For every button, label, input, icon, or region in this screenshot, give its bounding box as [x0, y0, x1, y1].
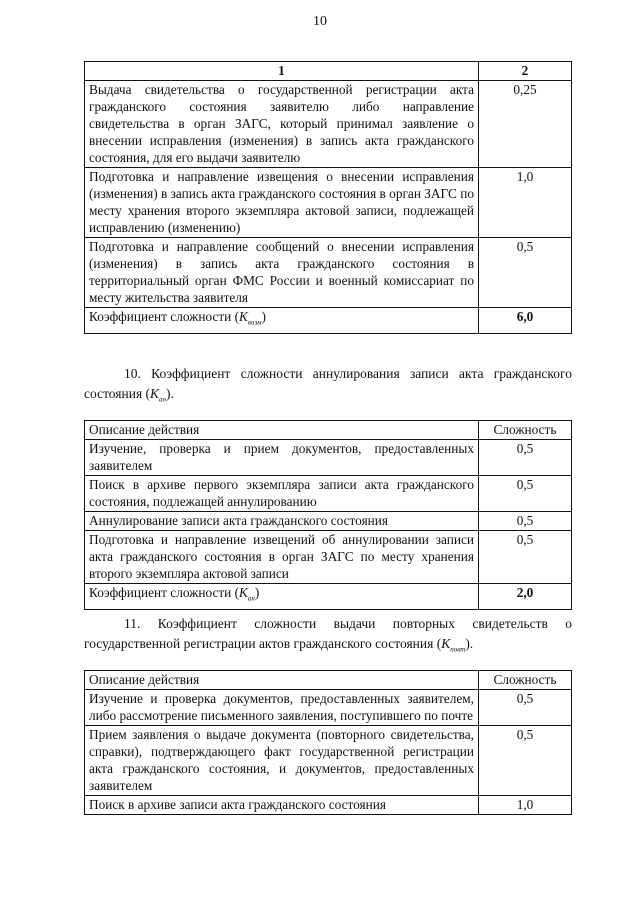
table-header [85, 671, 572, 690]
row-value: 0,5 [479, 440, 572, 476]
header-col-1: Описание действия [85, 421, 479, 440]
table-row [85, 726, 572, 796]
table-row [85, 168, 572, 238]
total-value: 6,0 [479, 308, 572, 334]
table-2 [84, 420, 572, 610]
row-value: 0,25 [479, 81, 572, 168]
table-row [85, 512, 572, 531]
row-description: Изучение и проверка документов, предоставленных заявителем, либо рассмотрение письменного заявления, поступившего по почте [85, 690, 479, 726]
row-description: Поиск в архиве записи акта гражданского состояния [85, 796, 479, 815]
table-row [85, 531, 572, 584]
total-label: Коэффициент сложности $(K_{ан})$ [85, 584, 479, 610]
table-row [85, 81, 572, 168]
header-col-2: Сложность [479, 421, 572, 440]
row-value: 0,5 [479, 726, 572, 796]
row-description: Изучение, проверка и прием документов, предоставленных заявителем [85, 440, 479, 476]
row-description: Подготовка и направление извещения о внесении исправления (изменения) в запись акта гражданского состояния в орган ЗАГС по месту хранения второго экземпляра актовой записи, подлежащей исправлению (изменению) [85, 168, 479, 238]
section-11-heading: 11. Коэффициент сложности выдачи повторных свидетельств о государственной регистрации актов гражданского состояния $(K_{повт})$. [84, 616, 572, 654]
row-description: Поиск в архиве первого экземпляра записи акта гражданского состояния, подлежащей аннулированию [85, 476, 479, 512]
page-number: 10 [313, 14, 327, 29]
row-value: 0,5 [479, 531, 572, 584]
table-total-row [85, 308, 572, 334]
row-value: 0,5 [479, 238, 572, 308]
table-row [85, 796, 572, 815]
row-description: Выдача свидетельства о государственной регистрации акта гражданского состояния заявителю либо направление свидетельства в орган ЗАГС, который принимал заявление о внесении исправления (изменения) в запись акта гражданского состояния, для его выдачи заявителю [85, 81, 479, 168]
row-value: 1,0 [479, 796, 572, 815]
table-header [85, 421, 572, 440]
row-description: Прием заявления о выдаче документа (повторного свидетельства, справки), подтверждающего факт государственной регистрации акта гражданского состояния, и документов, предоставленных заявителем [85, 726, 479, 796]
row-value: 0,5 [479, 476, 572, 512]
row-value: 0,5 [479, 690, 572, 726]
table-header [85, 62, 572, 81]
row-description: Подготовка и направление извещений об аннулировании записи акта гражданского состояния в орган ЗАГС по месту хранения второго экземпляра актовой записи [85, 531, 479, 584]
section-10-heading: 10. Коэффициент сложности аннулирования записи акта гражданского состояния $(K_{ан})$. [84, 366, 572, 404]
total-value: 2,0 [479, 584, 572, 610]
header-col-2: Сложность [479, 671, 572, 690]
header-col-1: 1 [85, 62, 479, 81]
table-row [85, 238, 572, 308]
table-row [85, 690, 572, 726]
row-description: Аннулирование записи акта гражданского состояния [85, 512, 479, 531]
table-1 [84, 61, 572, 334]
header-col-1: Описание действия [85, 671, 479, 690]
table-total-row [85, 584, 572, 610]
table-row [85, 476, 572, 512]
table-3 [84, 670, 572, 815]
header-col-2: 2 [479, 62, 572, 81]
total-label: Коэффициент сложности $(K_{визм})$ [85, 308, 479, 334]
row-description: Подготовка и направление сообщений о внесении исправления (изменения) в запись акта гражданского состояния в территориальный орган ФМС России и военный комиссариат по месту жительства заявителя [85, 238, 479, 308]
table-row [85, 440, 572, 476]
row-value: 1,0 [479, 168, 572, 238]
row-value: 0,5 [479, 512, 572, 531]
